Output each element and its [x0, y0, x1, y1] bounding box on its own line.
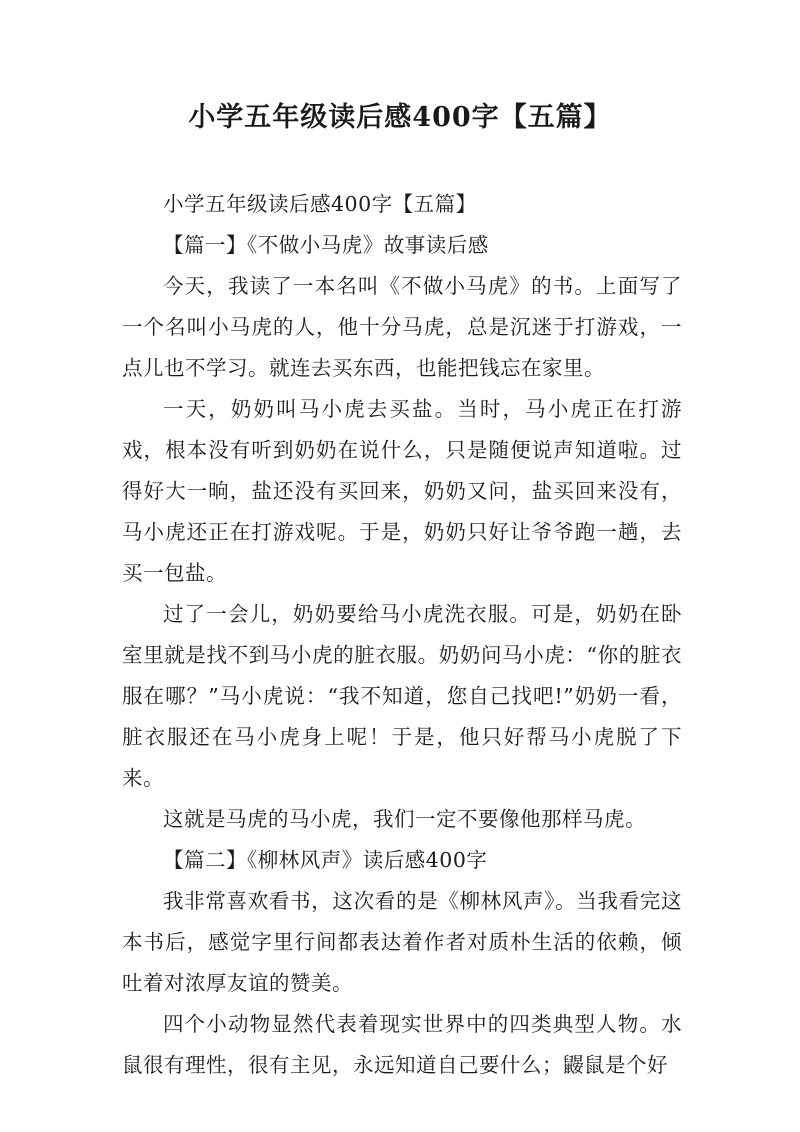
paragraph: 过了一会儿，奶奶要给马小虎洗衣服。可是，奶奶在卧室里就是找不到马小虎的脏衣服。奶奶问马小虎：“你的脏衣服在哪？”马小虎说：“我不知道，您自己找吧!”奶奶一看，脏衣服还在马小虎身上呢！于是，他只好帮马小虎脱了下来。 — [122, 602, 682, 790]
paragraph: 今天，我读了一本名叫《不做小马虎》的书。上面写了一个名叫小马虎的人，他十分马虎，总是沉迷于打游戏，一点儿也不学习。就连去买东西，也能把钱忘在家里。 — [122, 274, 682, 380]
paragraph: 这就是马虎的马小虎，我们一定不要像他那样马虎。 — [163, 807, 646, 831]
document-title: 小学五年级读后感400字【五篇】 — [188, 102, 612, 133]
section-heading-1: 【篇一】《不做小马虎》故事读后感 — [163, 233, 489, 257]
paragraph: 我非常喜欢看书，这次看的是《柳林风声》。当我看完这本书后，感觉字里行间都表达着作者对质朴生活的依赖，倾吐着对浓厚友谊的赞美。 — [122, 889, 682, 995]
paragraph: 四个小动物显然代表着现实世界中的四类典型人物。水鼠很有理性，很有主见，永远知道自己要什么；鼹鼠是个好 — [122, 1012, 682, 1077]
section-heading-2: 【篇二】《柳林风声》读后感400字 — [163, 848, 488, 872]
paragraph-subtitle: 小学五年级读后感400字【五篇】 — [163, 192, 477, 216]
paragraph: 一天，奶奶叫马小虎去买盐。当时，马小虎正在打游戏，根本没有听到奶奶在说什么，只是随便说声知道啦。过得好大一晌，盐还没有买回来，奶奶又问，盐买回来没有，马小虎还正在打游戏呢。于是，奶奶只好让爷爷跑一趟，去买一包盐。 — [122, 397, 682, 585]
document-body — [122, 184, 682, 1086]
